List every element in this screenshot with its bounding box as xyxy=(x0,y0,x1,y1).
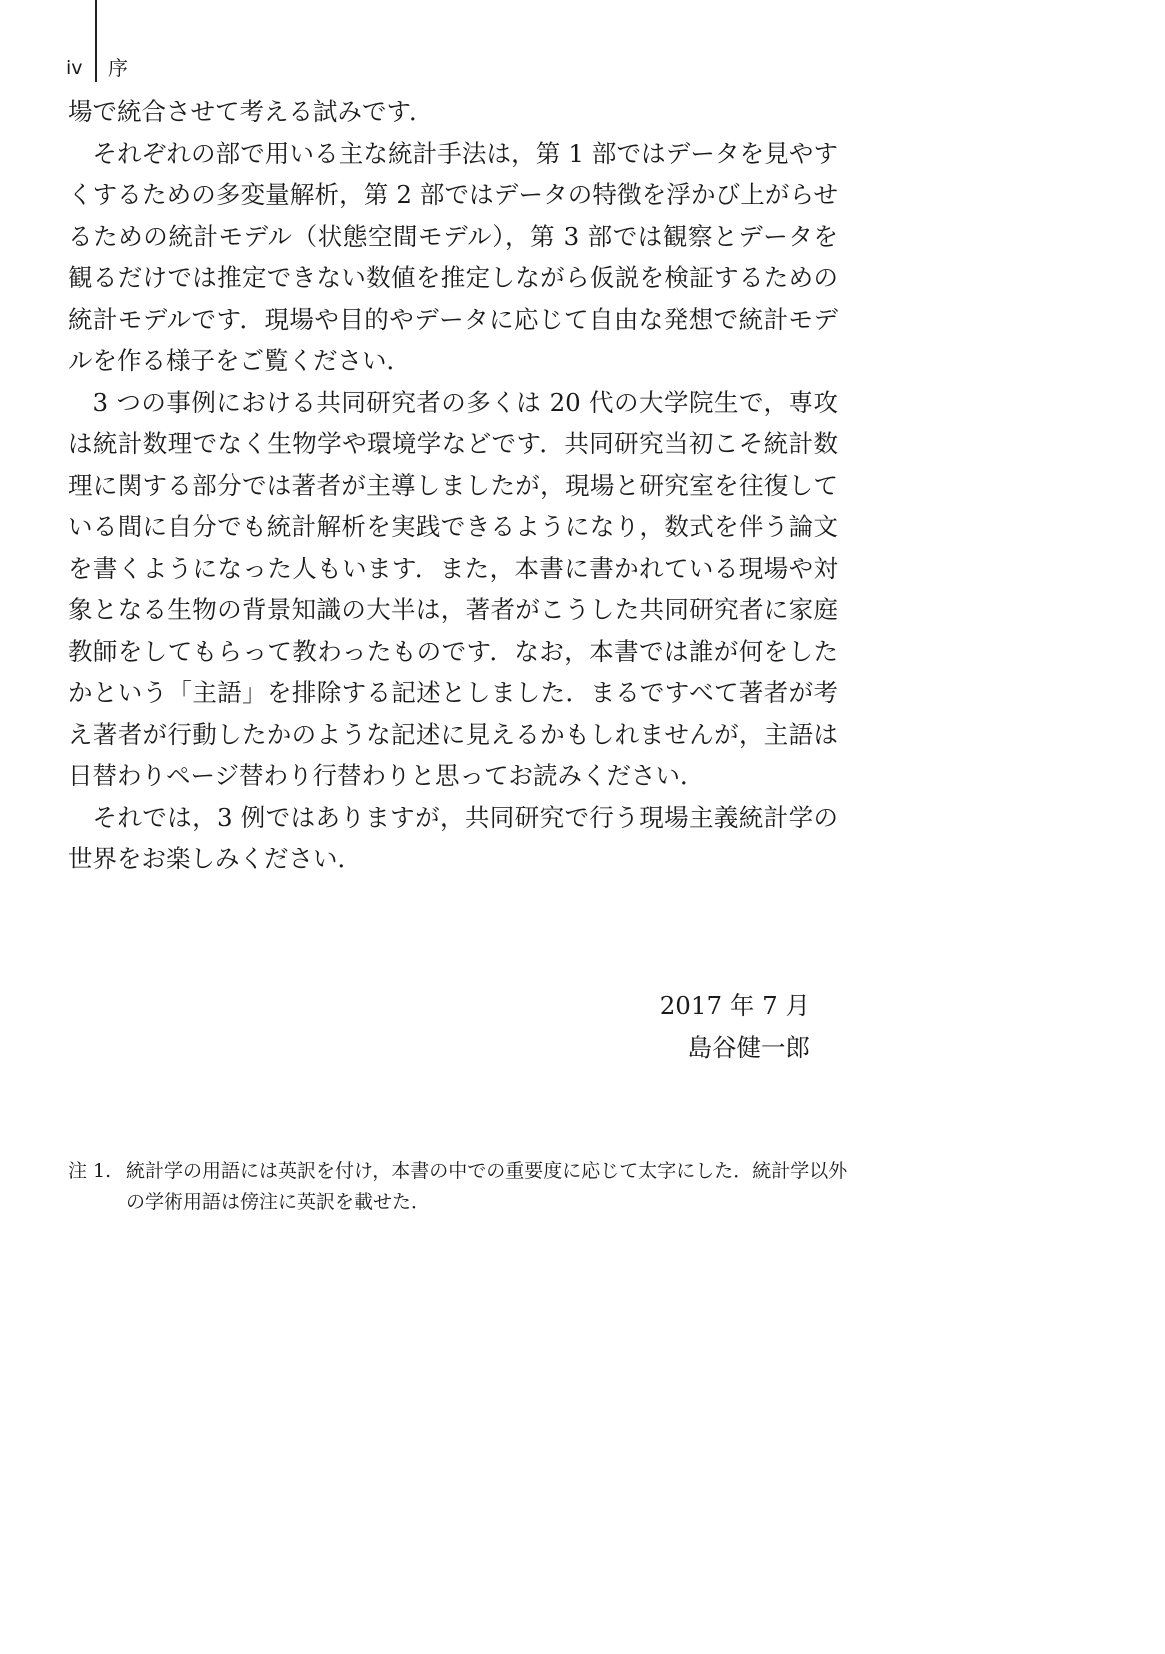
signature-author: 島谷健一郎 xyxy=(687,1032,810,1062)
footnote-text: 統計学の用語には英訳を付け，本書の中での重要度に応じて太字にした．統計学以外の学術用語は傍注に英訳を載せた． xyxy=(126,1160,848,1213)
page-number: iv xyxy=(66,57,83,79)
paragraph: それでは，3 例ではありますが，共同研究で行う現場主義統計学の世界をお楽しみください． xyxy=(68,802,838,873)
body-text xyxy=(68,91,838,880)
paragraph: 場で統合させて考える試みです． xyxy=(68,97,434,126)
footnote-label: 注 1. xyxy=(68,1160,112,1182)
signature-date: 2017 年 7 月 xyxy=(659,991,810,1020)
footnote xyxy=(68,1156,848,1218)
running-head: 序 xyxy=(108,56,128,80)
signature xyxy=(560,985,810,1068)
paragraph: 3 つの事例における共同研究者の多くは 20 代の大学院生で，専攻は統計数理でなく生物学や環境学などです．共同研究当初こそ統計数理に関する部分では著者が主導しましたが，現場と研究室を往復している間に自分でも統計解析を実践できるようになり，数式を伴う論文を書くようになった人もいます．また，本書に書かれている現場や対象となる生物の背景知識の大半は，著者がこうした共同研究者に家庭教師をしてもらって教わったものです．なお，本書では誰が何をしたかという「主語」を排除する記述としました．まるですべて著者が考え著者が行動したかのような記述に見えるかもしれませんが，主語は日替わりページ替わり行替わりと思ってお読みください． xyxy=(68,387,838,790)
paragraph: それぞれの部で用いる主な統計手法は，第 1 部ではデータを見やすくするための多変量解析，第 2 部ではデータの特徴を浮かび上がらせるための統計モデル（状態空間モデル），第 3 部では観察とデータを観るだけでは推定できない数値を推定しながら仮説を検証するための統計モデルです．現場や目的やデータに応じて自由な発想で統計モデルを作る様子をご覧ください． xyxy=(68,138,838,375)
header-rule xyxy=(95,0,97,82)
